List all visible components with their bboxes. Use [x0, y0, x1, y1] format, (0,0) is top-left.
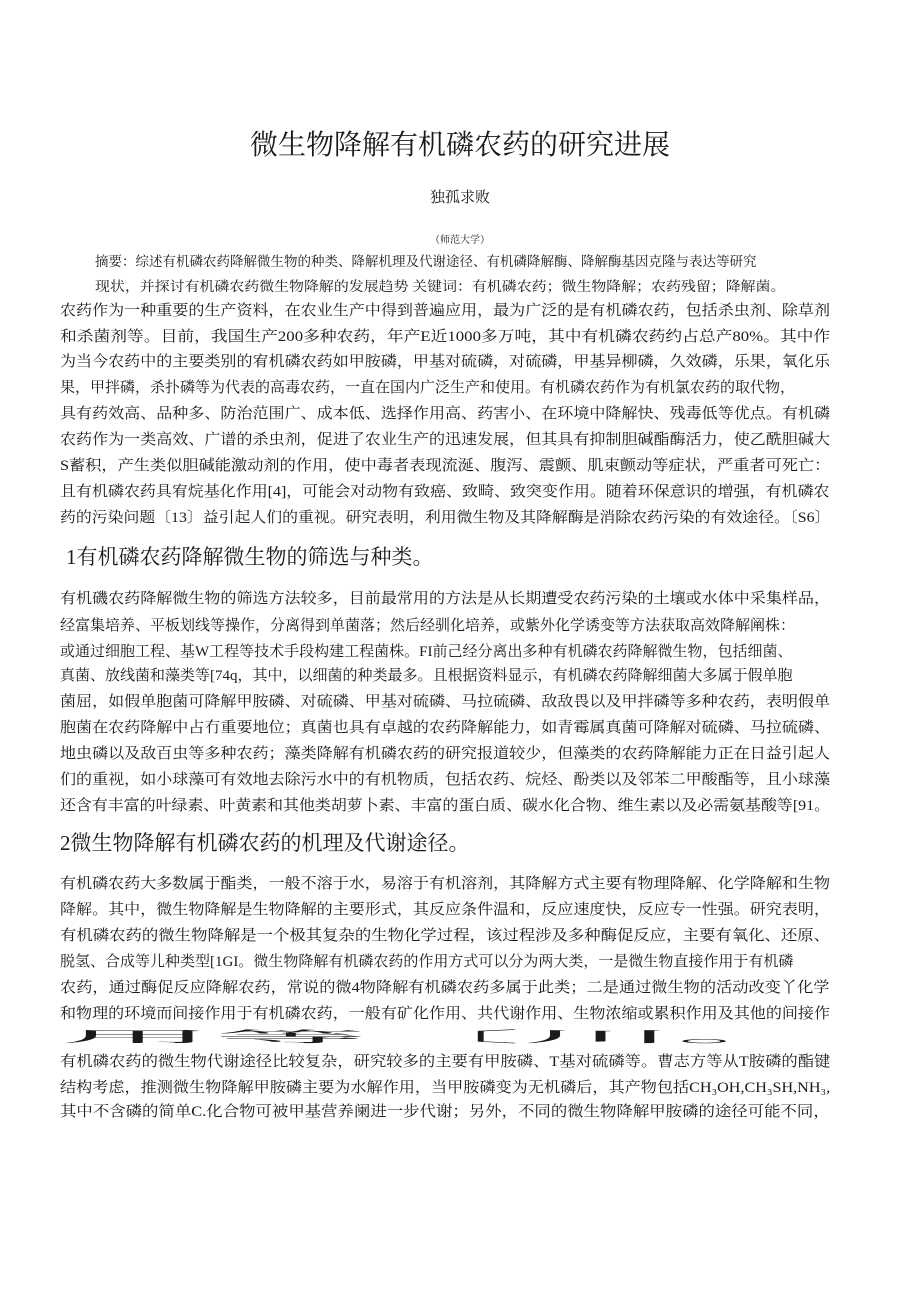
- section-2-line: 和物理的环境而间接作用于有机磷农药，一般有矿化作用、共代谢作用、生物浓缩或累积作用及其他的间接作: [60, 1006, 831, 1022]
- section-1-line: 经富集培养、平板划线等操作，分离得到单菌落；然后经驯化培养，或紫外化学诱变等方法获取高效降解阐株：: [60, 618, 796, 634]
- section-2-line: 农药，通过酶促反应降解农药，常说的微4物降解有机磷农药多属于此类；二是通过微生物的活动改变丫化学: [60, 980, 830, 996]
- section-2-line: 有机磷农药大多数属于酯类，一般不溶于水，易溶于有机溶剂，其降解方式主要有物理降解、化学降解和生物: [60, 876, 831, 892]
- section-1-line: 或通过细胞工程、基W工程等技术手段构建工程菌株。FI前己经分离出多种有机磷农药降解微生物，包括细菌、: [60, 644, 793, 660]
- intro-line: S蓄积，产生类似胆碱能激动剂的作用，使中毒者表现流涎、腹泻、震颤、肌束颤动等症状，严重者可死亡：: [60, 458, 831, 474]
- affiliation: （师范大学）: [430, 235, 490, 246]
- section-1-line: 地虫磷以及敌百虫等多种农药；藻类降解有机磷农药的研究报道较少，但藻类的农药降解能力正在日益引起人: [60, 746, 831, 762]
- section-1-line: 还含有丰富的叶绿素、叶黄素和其他类胡萝卜素、丰富的蛋白质、碳水化合物、维生素以及必需氨基酸等[91。: [60, 798, 831, 814]
- intro-line: 且有机磷农药具宥烷基化作用[4]，可能会对动物有致癌、致畸、致突变作用。随着环保意识的增强，有机磷农: [60, 484, 830, 500]
- abstract-line: 摘要：综述有机磷农药降解微生物的种类、降解机理及代谢途径、有机磷降解酶、降解酶基因克隆与表达等研究: [95, 254, 757, 269]
- section-2-line: 有机磷农药的微生物降解是一个极其复杂的生物化学过程，该过程涉及多种酶促反应，主要有氧化、还原、: [60, 928, 831, 944]
- section-1-line: 有机磯农药降解微生物的筛选方法较多，目前最常用的方法是从长期遭受农药污染的土壤或水体中采集样品，: [60, 591, 831, 607]
- author: 独孤求败: [429, 190, 490, 206]
- section-1-line: 们的重视，如小球藻可有效地去除污水中的有机物质，包括农药、烷烃、酚类以及邻苯二甲酸酯等，且小球藻: [60, 772, 831, 788]
- section-2-line: 用等〔川。: [60, 1030, 831, 1046]
- intro-line: 为当今农药中的主要类别的宥机磷农药如甲胺磷，甲基对硫磷，对硫磷，甲基异柳磷，久效磷，乐果，氧化乐: [60, 354, 831, 370]
- section-2-line: 其中不含磷的简单C.化合物可被甲基营养阑进一步代谢；另外，不同的微生物降解甲胺磷的途径可能不同，: [60, 1104, 830, 1120]
- abstract-line: 现状，并探讨有机磷农药微生物降解的发展趋势 关键词：有机磷农药；微生物降解；农药残留；降解菌。: [95, 279, 786, 294]
- intro-line: 果，甲拌磷，杀扑磷等为代表的高毒农药，一直在国内广泛生产和使用。有机磷农药作为有机氯农药的取代物，: [60, 380, 796, 396]
- section-1-line: 胞菌在农药降解中占冇重要地位；真菌也具有卓越的农药降解能力，如青霉属真菌可降解对硫磷、马拉硫磷、: [60, 720, 831, 736]
- section-1-line: 菌屈，如假单胞菌可降解甲胺磷、对硫磷、甲基对硫磷、马拉硫磷、敌敌畏以及甲拌磷等多种农药，表明假单: [60, 694, 831, 710]
- page-title: 微生物降解有机磷农药的研究进展: [249, 130, 670, 161]
- section-2-line: 降解。其中，微生物降解是生物降解的主要形式，其反应条件温和，反应速度快，反应专一性强。研究表明，: [60, 902, 831, 918]
- intro-line: 和杀菌剂等。目前，我国生产200多种农药，年产E近1000多万吨，其中有机磷农药约占总产80%。其中作: [60, 329, 831, 345]
- intro-line: 具有药效高、品种多、防治范围广、成本低、选择作用高、药害小、在环境中降解快、残毒低等优点。有机磷: [60, 406, 831, 422]
- section-2-line: 有机磷农药的微生物代谢途径比较复杂，研究较多的主要有甲胺磷、T基对硫磷等。曹志方等从T胺磷的酯键: [60, 1054, 831, 1070]
- section-2-line: 结构考虑，推测微生物降解甲胺磷主要为水解作用，当甲胺磷变为无机磷后，其产物包括CH₃OH,CH₃SH,NH₃,: [60, 1080, 831, 1096]
- section-1-heading: 1有机磷农药降解微生物的筛选与种类。: [66, 545, 434, 569]
- intro-line: 药的污染问题〔13〕益引起人们的重视。研究表明，利用微生物及其降解酶是消除农药污染的有效途径。〔S6〕: [60, 510, 831, 526]
- intro-line: 农药作为一类高效、广谱的杀虫剂，促进了农业生产的迅速发展，但其具有抑制胆碱酯酶活力，使乙酰胆碱大: [60, 432, 831, 448]
- intro-line: 农药作为一种重要的生产资料，在农业生产中得到普遍应用，最为广泛的是有机磷农药，包括杀虫剂、除草剂: [60, 303, 831, 319]
- section-1-line: 真菌、放线菌和藻类等[74q，其中，以细菌的种类最多。且根据资料显示，有机磷农药降解细菌大多属于假单胞: [60, 668, 793, 684]
- section-2-line: 脱氢、合成等儿种类型[1GI。微生物降解有机磷农药的作用方式可以分为两大类，一是微生物直接作用于有机磷: [60, 954, 794, 970]
- section-2-heading: 2微生物降解有机磷农药的机理及代谢途径。: [60, 831, 470, 855]
